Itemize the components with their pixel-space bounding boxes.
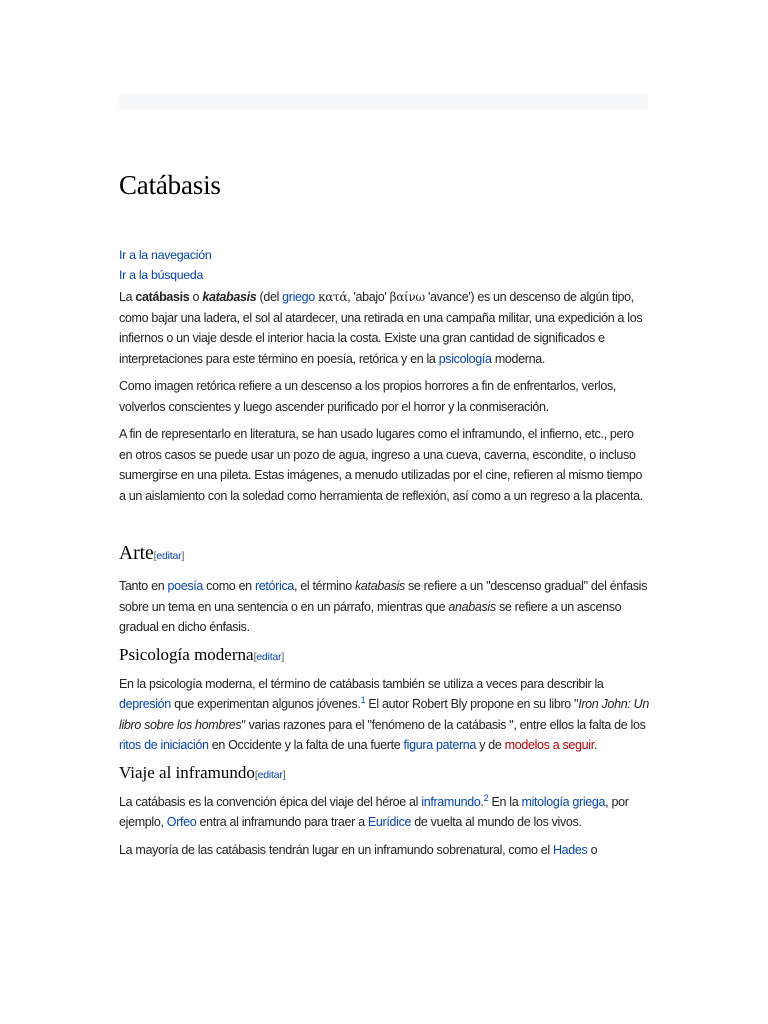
link-mitologia-griega[interactable]: mitología griega <box>521 794 606 809</box>
reference-2[interactable]: 2 <box>483 792 489 803</box>
edit-link[interactable]: editar <box>256 650 282 663</box>
link-ritos[interactable]: ritos de iniciación <box>119 738 209 752</box>
heading-text: Arte <box>119 543 154 564</box>
italic-term: katabasis <box>355 579 405 593</box>
link-psicologia[interactable]: psicología <box>438 351 492 366</box>
bracket: ] <box>281 650 285 663</box>
text: Tanto en <box>119 579 168 593</box>
text: En la <box>488 794 522 809</box>
text: " varias razones para el "fenómeno de la catábasis ", entre ellos la falta de los <box>241 717 646 732</box>
link-figura-paterna[interactable]: figura paterna <box>403 738 477 752</box>
edit-link[interactable]: editar <box>257 768 283 781</box>
greek-word: κατά <box>318 290 348 304</box>
jump-to-search <box>119 268 203 282</box>
section-heading-psicologia <box>119 645 649 665</box>
text: de vuelta al mundo de los vivos. <box>411 815 582 829</box>
text: o <box>587 842 598 857</box>
text: La <box>119 290 136 304</box>
edit-section <box>255 769 286 781</box>
text: , el término <box>294 579 356 593</box>
jump-navigation-link[interactable]: Ir a la navegación <box>119 248 212 262</box>
bold-term: catábasis <box>135 290 190 304</box>
bracket: [ <box>253 650 257 663</box>
text: se refiere a un "descenso gradual" del énfasis sobre un tema en una sentencia o en un párrafo, mientras que <box>119 579 647 614</box>
psicologia-paragraph <box>119 674 649 756</box>
bracket: [ <box>254 768 258 781</box>
link-retorica[interactable]: retórica <box>254 579 294 593</box>
bracket: ] <box>282 768 286 781</box>
italic-bold-term: katabasis <box>202 290 257 304</box>
bracket: [ <box>153 550 157 562</box>
link-poesia[interactable]: poesía <box>167 579 204 593</box>
section-heading-arte <box>119 543 649 565</box>
link-griego[interactable]: griego <box>282 290 315 304</box>
bracket: ] <box>181 550 185 562</box>
text: y de <box>476 738 505 752</box>
viaje-paragraph-2 <box>119 840 649 861</box>
viaje-paragraph-1 <box>119 792 649 833</box>
top-bar <box>119 94 648 110</box>
link-hades[interactable]: Hades <box>552 842 588 857</box>
intro-paragraph-3: A fin de representarlo en literatura, se han usado lugares como el inframundo, el infierno, etc., pero en otros casos se puede usar un pozo de agua, ingreso a una cueva, caverna, escondite, o incluso sumergirse en una pileta. Estas imágenes, a menudo utilizadas por el cine, refieren al mismo tiempo a un aislamiento con la soledad como herramienta de reflexión, así como a un regreso a la placenta. <box>119 427 643 503</box>
article-body <box>119 287 649 867</box>
intro-paragraph-2: Como imagen retórica refiere a un descenso a los propios horrores a fin de enfrentarlos, verlos, volverlos conscientes y luego ascender purificado por el horror y la conmiseración. <box>119 379 617 414</box>
text: (del <box>256 290 283 304</box>
heading-text: Psicología moderna <box>119 644 254 664</box>
jump-search-link[interactable]: Ir a la búsqueda <box>119 268 204 282</box>
text: que experimentan algunos jóvenes. <box>170 697 361 711</box>
text: , por ejemplo, <box>119 794 629 829</box>
italic-term: anabasis <box>448 599 496 614</box>
link-depresion[interactable]: depresión <box>119 697 171 711</box>
text: o <box>189 290 203 304</box>
text: La catábasis es la convención épica del viaje del héroe al <box>119 794 422 809</box>
section-heading-viaje <box>119 763 649 783</box>
edit-section <box>154 550 185 562</box>
text: , 'abajo' <box>347 290 390 304</box>
link-modelos-a-seguir[interactable]: modelos a seguir <box>504 738 594 752</box>
edit-link[interactable]: editar <box>156 550 182 562</box>
greek-word: βαίνω <box>389 290 425 304</box>
page-title: Catábasis <box>119 170 221 200</box>
heading-text: Viaje al inframundo <box>119 762 255 782</box>
text: moderna. <box>491 351 545 366</box>
text: como en <box>203 579 255 593</box>
text: en Occidente y la falta de una fuerte <box>208 738 404 752</box>
edit-section <box>254 651 285 663</box>
reference-1[interactable]: 1 <box>360 694 366 705</box>
text: La mayoría de las catábasis tendrán lugar en un inframundo sobrenatural, como el <box>119 842 553 857</box>
text: . <box>480 794 484 809</box>
text: entra al inframundo para traer a <box>196 815 368 829</box>
intro-paragraph-1 <box>119 287 649 369</box>
text: En la psicología moderna, el término de catábasis también se utiliza a veces para describir la <box>119 676 604 691</box>
book-title: Iron John: Un libro sobre los hombres <box>119 697 649 732</box>
link-orfeo[interactable]: Orfeo <box>166 815 197 829</box>
arte-paragraph <box>119 576 649 638</box>
jump-to-navigation <box>119 248 211 262</box>
link-euridice[interactable]: Eurídice <box>367 815 412 829</box>
text: . <box>593 738 598 752</box>
text: 'avance') es un descenso de algún tipo, como bajar una ladera, el sol al atardecer, una retirada en una campaña militar, una expedición a los infiernos o un viaje desde el interior hacia la costa. Existe una gran cantidad de significados e interpretaciones para este término en poesía, retórica y en la <box>119 290 643 366</box>
text: El autor Robert Bly propone en su libro " <box>365 697 579 711</box>
text: se refiere a un ascenso gradual en dicho énfasis. <box>119 599 622 634</box>
link-inframundo[interactable]: inframundo <box>421 794 481 809</box>
